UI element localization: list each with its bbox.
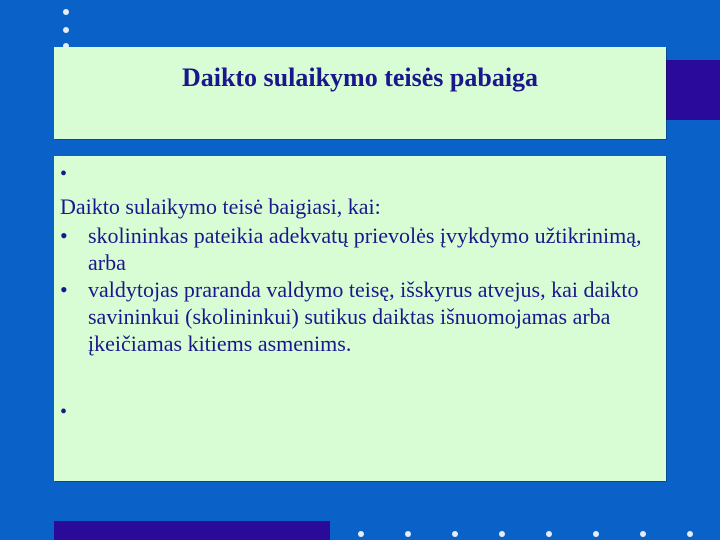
decorative-dot [452,531,458,537]
list-item-text: valdytojas praranda valdymo teisę, išskyrus atvejus, kai daikto savininkui (skolininkui) sutikus daiktas išnuomojamas arba įkeičiamas kitiems asmenims. [88,277,639,356]
decorative-dot [687,531,693,537]
content-panel [54,156,666,481]
decorative-dot [405,531,411,537]
empty-bullet: • [60,401,68,423]
decorative-dot [546,531,552,537]
decorative-dot [499,531,505,537]
decorative-dot [358,531,364,537]
slide-title: Daikto sulaikymo teisės pabaiga [181,63,539,92]
bullet-icon: • [60,277,68,302]
decorative-dot [593,531,599,537]
decorative-dot [640,531,646,537]
bullet-icon: • [60,223,68,248]
list-item [60,276,660,357]
lead-text: Daikto sulaikymo teisė baigiasi, kai: [60,194,381,219]
accent-bar-right [666,60,720,120]
empty-bullet: • [60,163,68,185]
bullet-list [60,222,660,357]
list-item [60,222,660,276]
decorative-dot [63,27,69,33]
title-panel [54,47,666,139]
accent-bar-bottom [54,521,330,540]
list-item-text: skolininkas pateikia adekvatų prievolės įvykdymo užtikrinimą, arba [88,223,642,275]
decorative-dot [63,9,69,15]
